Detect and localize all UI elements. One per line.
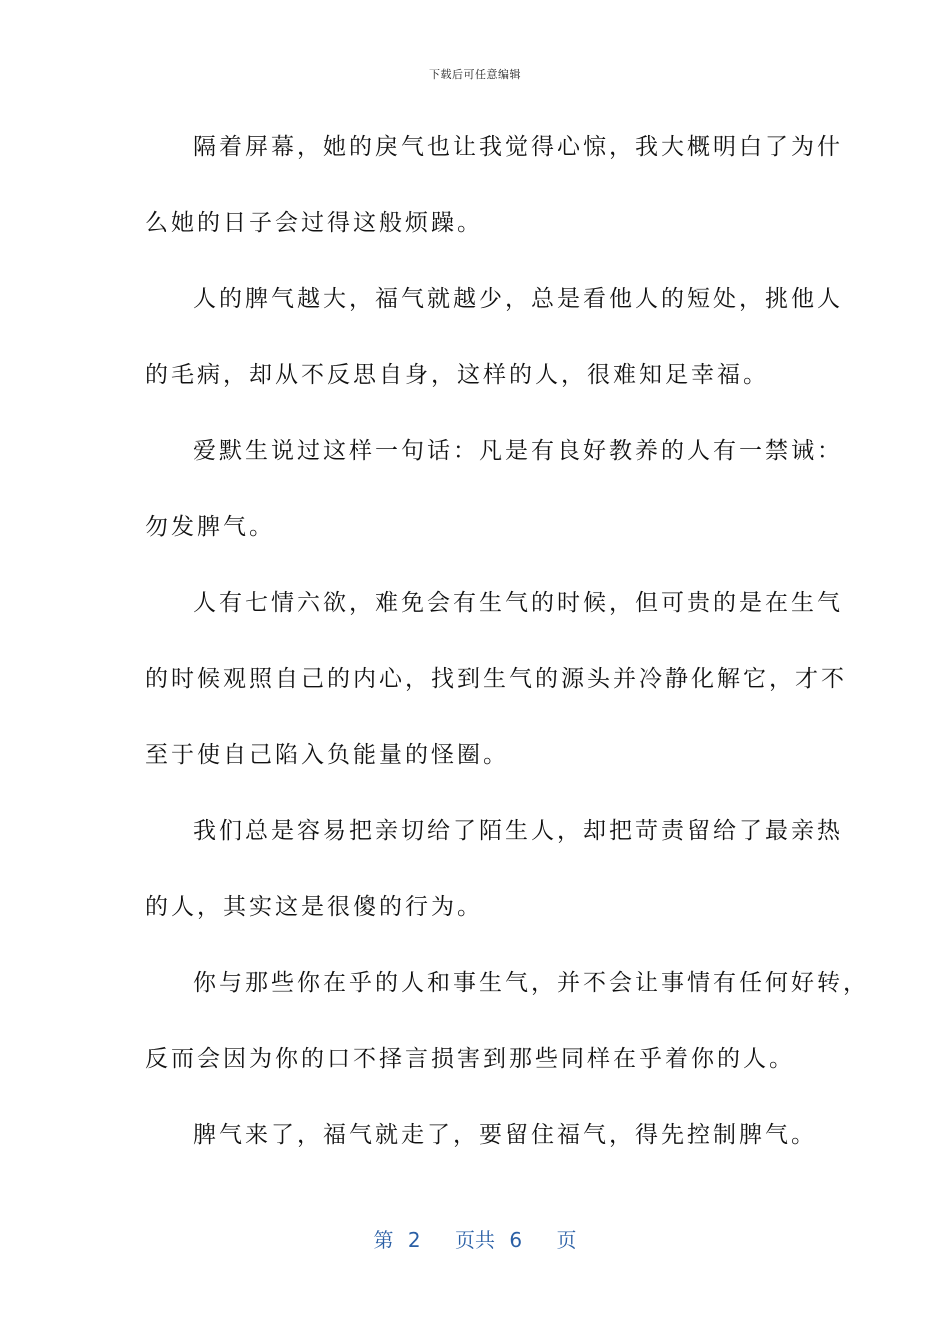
body-text (145, 122, 869, 1186)
header-note: 下载后可任意编辑 (429, 68, 521, 81)
page-footer (0, 1224, 950, 1253)
footer-ye: 页 (556, 1228, 577, 1252)
paragraph-line: 的时候观照自己的内心，找到生气的源头并冷静化解它，才不 (145, 666, 847, 692)
paragraph-line: 反而会因为你的口不择言损害到那些同样在乎着你的人。 (145, 1046, 795, 1072)
paragraph-line: 我们总是容易把亲切给了陌生人，却把苛责留给了最亲热 (193, 818, 843, 844)
paragraph-line: 你与那些你在乎的人和事生气，并不会让事情有任何好转， (193, 970, 869, 996)
paragraph-line: 人的脾气越大，福气就越少，总是看他人的短处，挑他人 (193, 286, 843, 312)
paragraph-line: 么她的日子会过得这般烦躁。 (145, 210, 483, 236)
paragraph-line: 爱默生说过这样一句话：凡是有良好教养的人有一禁诫： (193, 438, 843, 464)
paragraph-line: 至于使自己陷入负能量的怪圈。 (145, 742, 509, 768)
paragraph-line: 隔着屏幕，她的戾气也让我觉得心惊，我大概明白了为什 (193, 134, 843, 160)
paragraph-line: 的人，其实这是很傻的行为。 (145, 894, 483, 920)
footer-di: 第 (373, 1228, 394, 1252)
footer-page-number: 2 (407, 1228, 421, 1252)
paragraph-line: 脾气来了，福气就走了，要留住福气，得先控制脾气。 (193, 1122, 817, 1148)
footer-ye-gong: 页共 (455, 1228, 495, 1252)
paragraph-line: 勿发脾气。 (145, 514, 275, 540)
paragraph-line: 人有七情六欲，难免会有生气的时候，但可贵的是在生气 (193, 590, 843, 616)
footer-total-pages: 6 (509, 1228, 523, 1252)
paragraph-line: 的毛病，却从不反思自身，这样的人，很难知足幸福。 (145, 362, 769, 388)
